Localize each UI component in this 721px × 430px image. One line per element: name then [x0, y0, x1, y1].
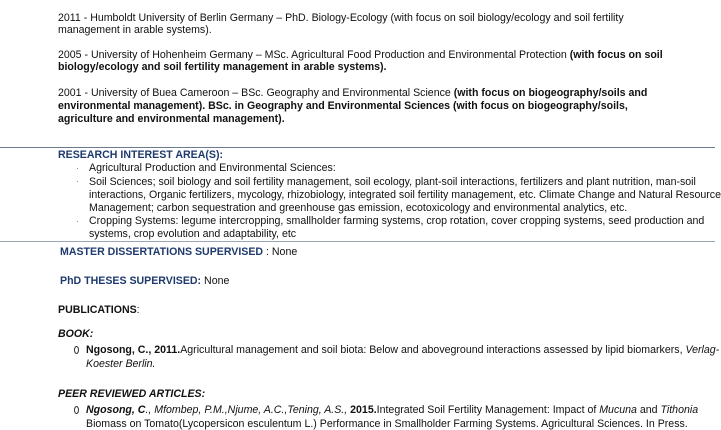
research-item-2-line-1: Soil Sciences; soil biology and soil fertility management, soil ecology, plant-soil interactions, fertilizers and plant nutrition, man-soil: [89, 176, 696, 188]
article-1-line-1: [86, 404, 698, 416]
article-1-author: Ngosong, C: [86, 404, 146, 416]
article-1-tithonia: Tithonia: [660, 404, 699, 416]
phd-label: PhD THESES SUPERVISED:: [60, 275, 202, 287]
education-3-line-1: [58, 87, 647, 99]
education-2-text: 2005 - University of Hohenheim Germany – MSc. Agricultural Food Production and Environmental Protection: [58, 49, 570, 61]
research-item-2-line-2: interactions, Organic fertilizers, mycology, rhizobiology, integrated soil fertility management, etc. Climate Change and Natural Resource: [89, 189, 721, 201]
book-title: Agricultural management and soil biota: Below and aboveground interactions assessed by lipid biomarkers,: [180, 344, 686, 356]
circle-bullet-icon: [74, 346, 79, 354]
bullet-icon: ·: [76, 177, 79, 186]
book-entry-line-2: Koester Berlin.: [86, 358, 156, 370]
article-1-year: 2015.: [350, 404, 377, 416]
research-item-3-line-1: Cropping Systems: legume intercropping, smallholder farming systems, crop rotation, cover cropping systems, seed production and: [89, 215, 705, 227]
research-heading: RESEARCH INTEREST AREA(S):: [58, 149, 223, 161]
bullet-icon: ·: [76, 217, 79, 226]
education-2-focus: (with focus on soil: [569, 49, 663, 61]
article-1-title: Integrated Soil Fertility Management: Impact of: [376, 404, 600, 416]
education-3-focus: (with focus on biogeography/soils and: [453, 87, 648, 99]
section-divider-thin: [0, 241, 715, 242]
education-1-line-2: management in arable systems).: [58, 24, 212, 36]
research-item-3-line-2: systems, crop evolution and adaptability, etc: [89, 228, 297, 240]
phd-value: None: [201, 275, 230, 287]
research-item-1: Agricultural Production and Environmental Sciences:: [89, 162, 336, 174]
master-dissertations: [60, 246, 297, 258]
education-2-line-1: [58, 49, 663, 61]
peer-reviewed-heading: PEER REVIEWED ARTICLES:: [58, 388, 206, 400]
research-item-2-line-3: Management; carbon sequestration and greenhouse gas emission, ecotoxicology and environmental analytics, etc.: [89, 202, 628, 214]
section-divider: [0, 147, 715, 148]
master-label: MASTER DISSERTATIONS SUPERVISED: [60, 246, 264, 258]
education-3-line-2: environmental management). BSc. in Geography and Environmental Sciences (with focus on biogeography/soils,: [58, 100, 628, 112]
article-1-line-2: Biomass on Tomato(Lycopersicon esculentum L.) Performance in Smallholder Farming Systems. Agricultural Sciences. In Press.: [86, 418, 688, 430]
publications-colon: :: [136, 304, 140, 316]
article-1-mucuna: Mucuna: [599, 404, 637, 416]
publications-label: PUBLICATIONS: [58, 304, 137, 316]
education-1-line-1: 2011 - Humboldt University of Berlin Germany – PhD. Biology-Ecology (with focus on soil biology/ecology and soil fertility: [58, 12, 624, 24]
master-value: : None: [263, 246, 298, 258]
publications-heading: [58, 304, 140, 316]
phd-theses: [60, 275, 229, 287]
book-entry-line-1: [86, 344, 719, 356]
education-3-text: 2001 - University of Buea Cameroon – BSc. Geography and Environmental Science: [58, 87, 454, 99]
education-3-line-3: agriculture and environmental management).: [58, 113, 285, 125]
bullet-icon: ·: [76, 164, 79, 173]
education-2-line-2: biology/ecology and soil fertility management in arable systems).: [58, 61, 387, 73]
book-heading: BOOK:: [58, 328, 94, 340]
circle-bullet-icon: [74, 406, 79, 414]
book-author: Ngosong, C., 2011.: [86, 344, 181, 356]
article-1-coauthors: ., Mfombep, P.M.,Njume, A.C.,Tening, A.S.,: [145, 404, 351, 416]
article-1-and: and: [636, 404, 661, 416]
book-publisher: Verlag-: [685, 344, 720, 356]
